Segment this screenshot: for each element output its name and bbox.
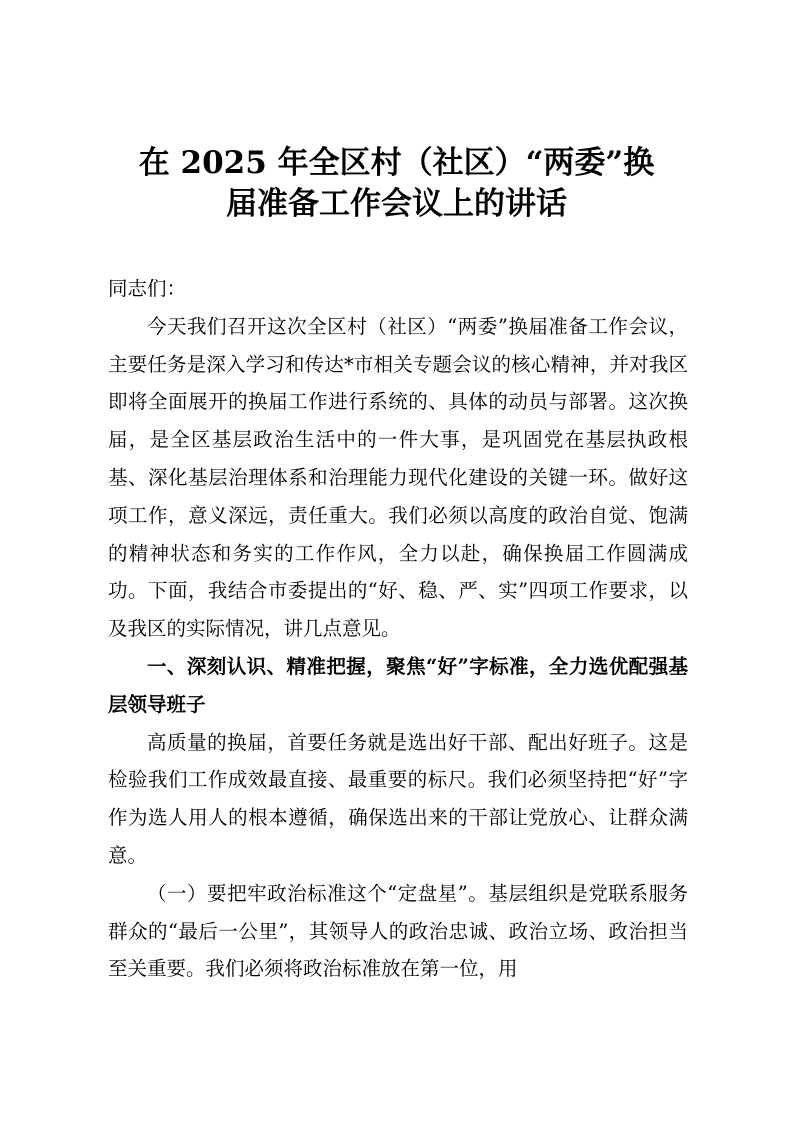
paragraph-section-1: 高质量的换届，首要任务就是选出好干部、配出好班子。这是检验我们工作成效最直接、最重要的标尺。我们必须坚持把“好”字作为选人用人的根本遵循，确保选出来的干部让党放心、让群众满意。 [108,730,688,867]
paragraph-intro: 今天我们召开这次全区村（社区）“两委”换届准备工作会议，主要任务是深入学习和传达*市相关专题会议的核心精神，并对我区即将全面展开的换届工作进行系统的、具体的动员与部署。这次换届，是全区基层政治生活中的一件大事，是巩固党在基层执政根基、深化基层治理体系和治理能力现代化建设的关键一环。做好这项工作，意义深远，责任重大。我们必须以高度的政治自觉、饱满的精神状态和务实的工作作风，全力以赴，确保换届工作圆满成功。下面，我结合市委提出的“好、稳、严、实”四项工作要求，以及我区的实际情况，讲几点意见。 [108,314,688,641]
title-line-1: 在 2025 年全区村（社区）“两委”换 [138,145,655,181]
section-heading-1: 一、深刻认识、精准把握，聚焦“好”字标准，全力选优配强基层领导班子 [108,654,688,716]
paragraph-subsection-1: （一）要把牢政治标准这个“定盘星”。基层组织是党联系服务群众的“最后一公里”，其领导人的政治忠诚、政治立场、政治担当至关重要。我们必须将政治标准放在第一位，用 [108,881,688,981]
document-title [100,143,693,225]
title-line-2: 届准备工作会议上的讲话 [226,186,567,222]
salutation: 同志们： [108,277,187,300]
document-body [108,270,688,988]
